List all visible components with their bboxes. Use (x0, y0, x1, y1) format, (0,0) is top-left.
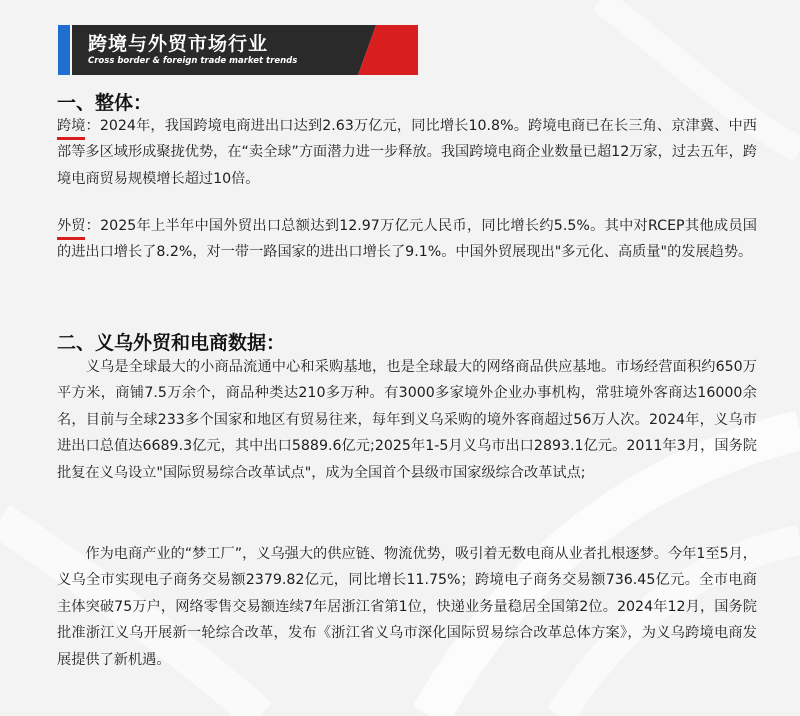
foreign-trade-text: ：2025年上半年中国外贸出口总额达到12.97万亿元人民币，同比增长约5.5%。其中对RCEP其他成员国的进出口增长了8.2%，对一带一路国家的进出口增长了9.1%。中国外贸展现出"多元化、高质量"的发展趋势。 (57, 218, 757, 261)
crossborder-keyword: 跨境 (57, 113, 85, 139)
yiwu-paragraph-2 (57, 541, 757, 673)
yiwu-paragraph-1-text: 义乌是全球最大的小商品流通中心和采购基地，也是全球最大的网络商品供应基地。市场经营面积约650万平方米，商铺7.5万余个，商品种类达210多万种。有3000多家境外企业办事机构，常驻境外客商达16000余名，目前与全球233多个国家和地区有贸易往来，每年到义乌采购的境外客商超过56万人次。2024年，义乌市进出口总值达6689.3亿元，其中出口5889.6亿元;2025年1-5月义乌市出口2893.1亿元。2011年3月，国务院批复在义乌设立"国际贸易综合改革试点"，成为全国首个县级市国家级综合改革试点; (57, 359, 757, 481)
banner-title: 跨境与外贸市场行业 (88, 33, 269, 55)
foreign-trade-keyword: 外贸 (57, 213, 85, 239)
crossborder-text: ：2024年，我国跨境电商进出口达到2.63万亿元，同比增长10.8%。跨境电商已在长三角、京津冀、中西部等多区域形成聚拢优势，在“卖全球”方面潜力进一步释放。我国跨境电商企业数量已超12万家，过去五年，跨境电商贸易规模增长超过10倍。 (57, 118, 757, 187)
banner-subtitle: Cross border & foreign trade market trends (88, 56, 298, 66)
yiwu-paragraph-2-text: 作为电商产业的“梦工厂”，义乌强大的供应链、物流优势，吸引着无数电商从业者扎根逐梦。今年1至5月，义乌全市实现电子商务交易额2379.82亿元，同比增长11.75%；跨境电子商务交易额736.45亿元。全市电商主体突破75万户，网络零售交易额连续7年居浙江省第1位，快递业务量稳居全国第2位。2024年12月，国务院批准浙江义乌开展新一轮综合改革，发布《浙江省义乌市深化国际贸易综合改革总体方案》，为义乌跨境电商发展提供了新机遇。 (57, 546, 757, 668)
foreign-trade-paragraph (57, 213, 757, 266)
section2-heading: 二、义乌外贸和电商数据： (57, 332, 286, 354)
section1-heading: 一、整体： (57, 92, 153, 114)
yiwu-paragraph-1 (57, 354, 757, 486)
crossborder-paragraph (57, 113, 757, 192)
title-banner (58, 25, 418, 75)
